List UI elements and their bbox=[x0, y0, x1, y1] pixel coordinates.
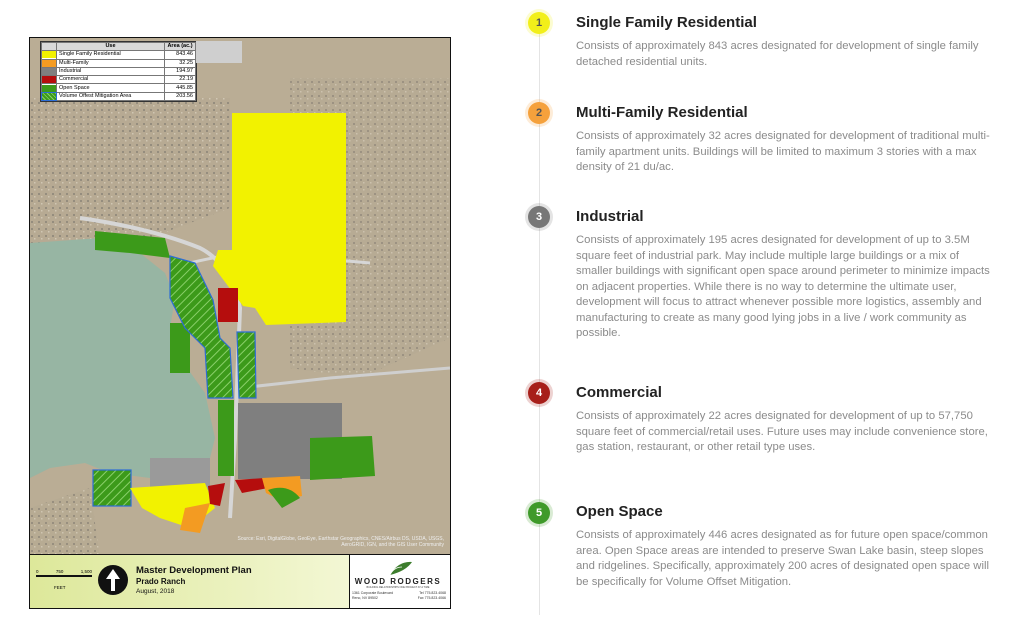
address-line-1: 1361 Corporate Boulevard bbox=[352, 591, 394, 595]
address-line-2: Reno, NV 89502 bbox=[352, 595, 378, 600]
legend-label: Commercial bbox=[57, 76, 165, 84]
legend-row bbox=[42, 59, 196, 67]
legend-label: Open Space bbox=[57, 84, 165, 92]
legend-header-area: Area (ac.) bbox=[165, 43, 196, 51]
title-block-panel bbox=[30, 555, 350, 608]
timeline-desc-multi-family: Consists of approximately 32 acres designated for development of traditional multi-family apartment units. Buildings will be limited to maximum 3 stories with a max density of 21 du/ac. bbox=[576, 130, 990, 173]
fax-number: Fax 775.823.4066 bbox=[417, 595, 446, 600]
timeline-marker-2: 2 bbox=[528, 102, 550, 124]
scale-zero: 0 bbox=[36, 569, 39, 574]
legend-value: 32.25 bbox=[165, 59, 196, 67]
timeline-marker-5: 5 bbox=[528, 502, 550, 524]
map-attribution: Source: Esri, DigitalGlobe, GeoEye, Earthstar Geographics, CNES/Airbus DS, USDA, USGS, AeroGRID, IGN, and the GIS User Community bbox=[237, 536, 444, 548]
timeline-desc-single-family: Consists of approximately 843 acres designated for development of single family detached residential units. bbox=[576, 40, 979, 68]
timeline-title-industrial: Industrial bbox=[576, 208, 644, 225]
legend-value: 22.19 bbox=[165, 76, 196, 84]
parcel-volume-offset-south bbox=[93, 470, 131, 506]
swatch-multi-family bbox=[42, 60, 56, 67]
map-drawing bbox=[30, 38, 451, 609]
plan-title: Master Development Plan bbox=[136, 565, 252, 576]
parcel-commercial-north bbox=[218, 288, 238, 322]
timeline-title-open-space: Open Space bbox=[576, 503, 663, 520]
tel-number: Tel 775.823.4068 bbox=[419, 591, 446, 595]
scale-max: 1,500 bbox=[80, 569, 92, 574]
company-logo bbox=[350, 559, 446, 605]
master-plan-map bbox=[29, 37, 451, 609]
legend-value: 203.56 bbox=[165, 92, 196, 100]
legend-row bbox=[42, 84, 196, 92]
timeline-marker-3: 3 bbox=[528, 206, 550, 228]
swatch-volume-offset bbox=[42, 93, 56, 100]
logo-address bbox=[352, 591, 393, 600]
legend-header-use: Use bbox=[57, 43, 165, 51]
legend-blank-cell bbox=[196, 41, 242, 63]
north-arrow-icon bbox=[98, 565, 128, 595]
legend-label: Industrial bbox=[57, 67, 165, 75]
swatch-commercial bbox=[42, 76, 56, 83]
timeline-title-multi-family: Multi-Family Residential bbox=[576, 104, 748, 121]
timeline-title-single-family: Single Family Residential bbox=[576, 14, 757, 31]
legend-row bbox=[42, 51, 196, 59]
scale-unit: FEET bbox=[54, 585, 66, 590]
scale-bar bbox=[36, 569, 94, 599]
map-legend bbox=[40, 41, 197, 102]
logo-wordmark: WOOD RODGERS bbox=[354, 577, 442, 586]
legend-row bbox=[42, 92, 196, 100]
swatch-industrial bbox=[42, 68, 56, 75]
timeline-desc-commercial: Consists of approximately 22 acres designated for development of up to 57,750 square feet of commercial/retail uses. Future uses may include convenience store, gas station, restaurant, or other retail type uses. bbox=[576, 410, 988, 453]
timeline-desc-open-space: Consists of approximately 446 acres designated as for future open space/common area. Open Space areas are intended to preserve Swan Lake basin, steep slopes and ridgelines. Specifically, approximately 200 acres of designated open space will be specifically for Volume Offset Mitigation. bbox=[576, 529, 989, 588]
swatch-open-space bbox=[42, 85, 56, 92]
parcel-volume-offset-center bbox=[237, 332, 256, 398]
plan-subtitle: Prado Ranch bbox=[136, 577, 186, 586]
timeline-marker-1: 1 bbox=[528, 12, 550, 34]
leaf-icon bbox=[350, 559, 446, 577]
legend-row bbox=[42, 76, 196, 84]
legend-value: 445.85 bbox=[165, 84, 196, 92]
legend-value: 194.97 bbox=[165, 67, 196, 75]
plan-date: August, 2018 bbox=[136, 588, 175, 595]
swatch-single-family bbox=[42, 51, 56, 58]
legend-value: 843.46 bbox=[165, 51, 196, 59]
scale-mid: 750 bbox=[55, 569, 64, 574]
legend-label: Multi-Family bbox=[57, 59, 165, 67]
logo-phone bbox=[418, 591, 446, 600]
map-title-block bbox=[30, 554, 450, 608]
parcel-open-space-center bbox=[218, 400, 234, 476]
timeline-title-commercial: Commercial bbox=[576, 384, 662, 401]
timeline-marker-4: 4 bbox=[528, 382, 550, 404]
legend-row bbox=[42, 67, 196, 75]
legend-label: Volume Offest Mitigation Area bbox=[57, 92, 165, 100]
logo-tagline: BUILDING RELATIONSHIPS ONE PROJECT AT A TIME bbox=[366, 586, 430, 589]
parcel-open-space-east bbox=[310, 436, 375, 480]
timeline-desc-industrial: Consists of approximately 195 acres designated for development of up to 3.5M square feet of industrial park. May include multiple large buildings or a mix of smaller buildings with significant open space around perimeter to minimize impacts on adjacent properties. While there is no way to determine the ultimate user, development will focus to attract whenever possible more logistics, assembly and manufacturing to create as many good lying jobs in a live / work community as possible. bbox=[576, 234, 990, 339]
legend-label: Single Family Residential bbox=[57, 51, 165, 59]
